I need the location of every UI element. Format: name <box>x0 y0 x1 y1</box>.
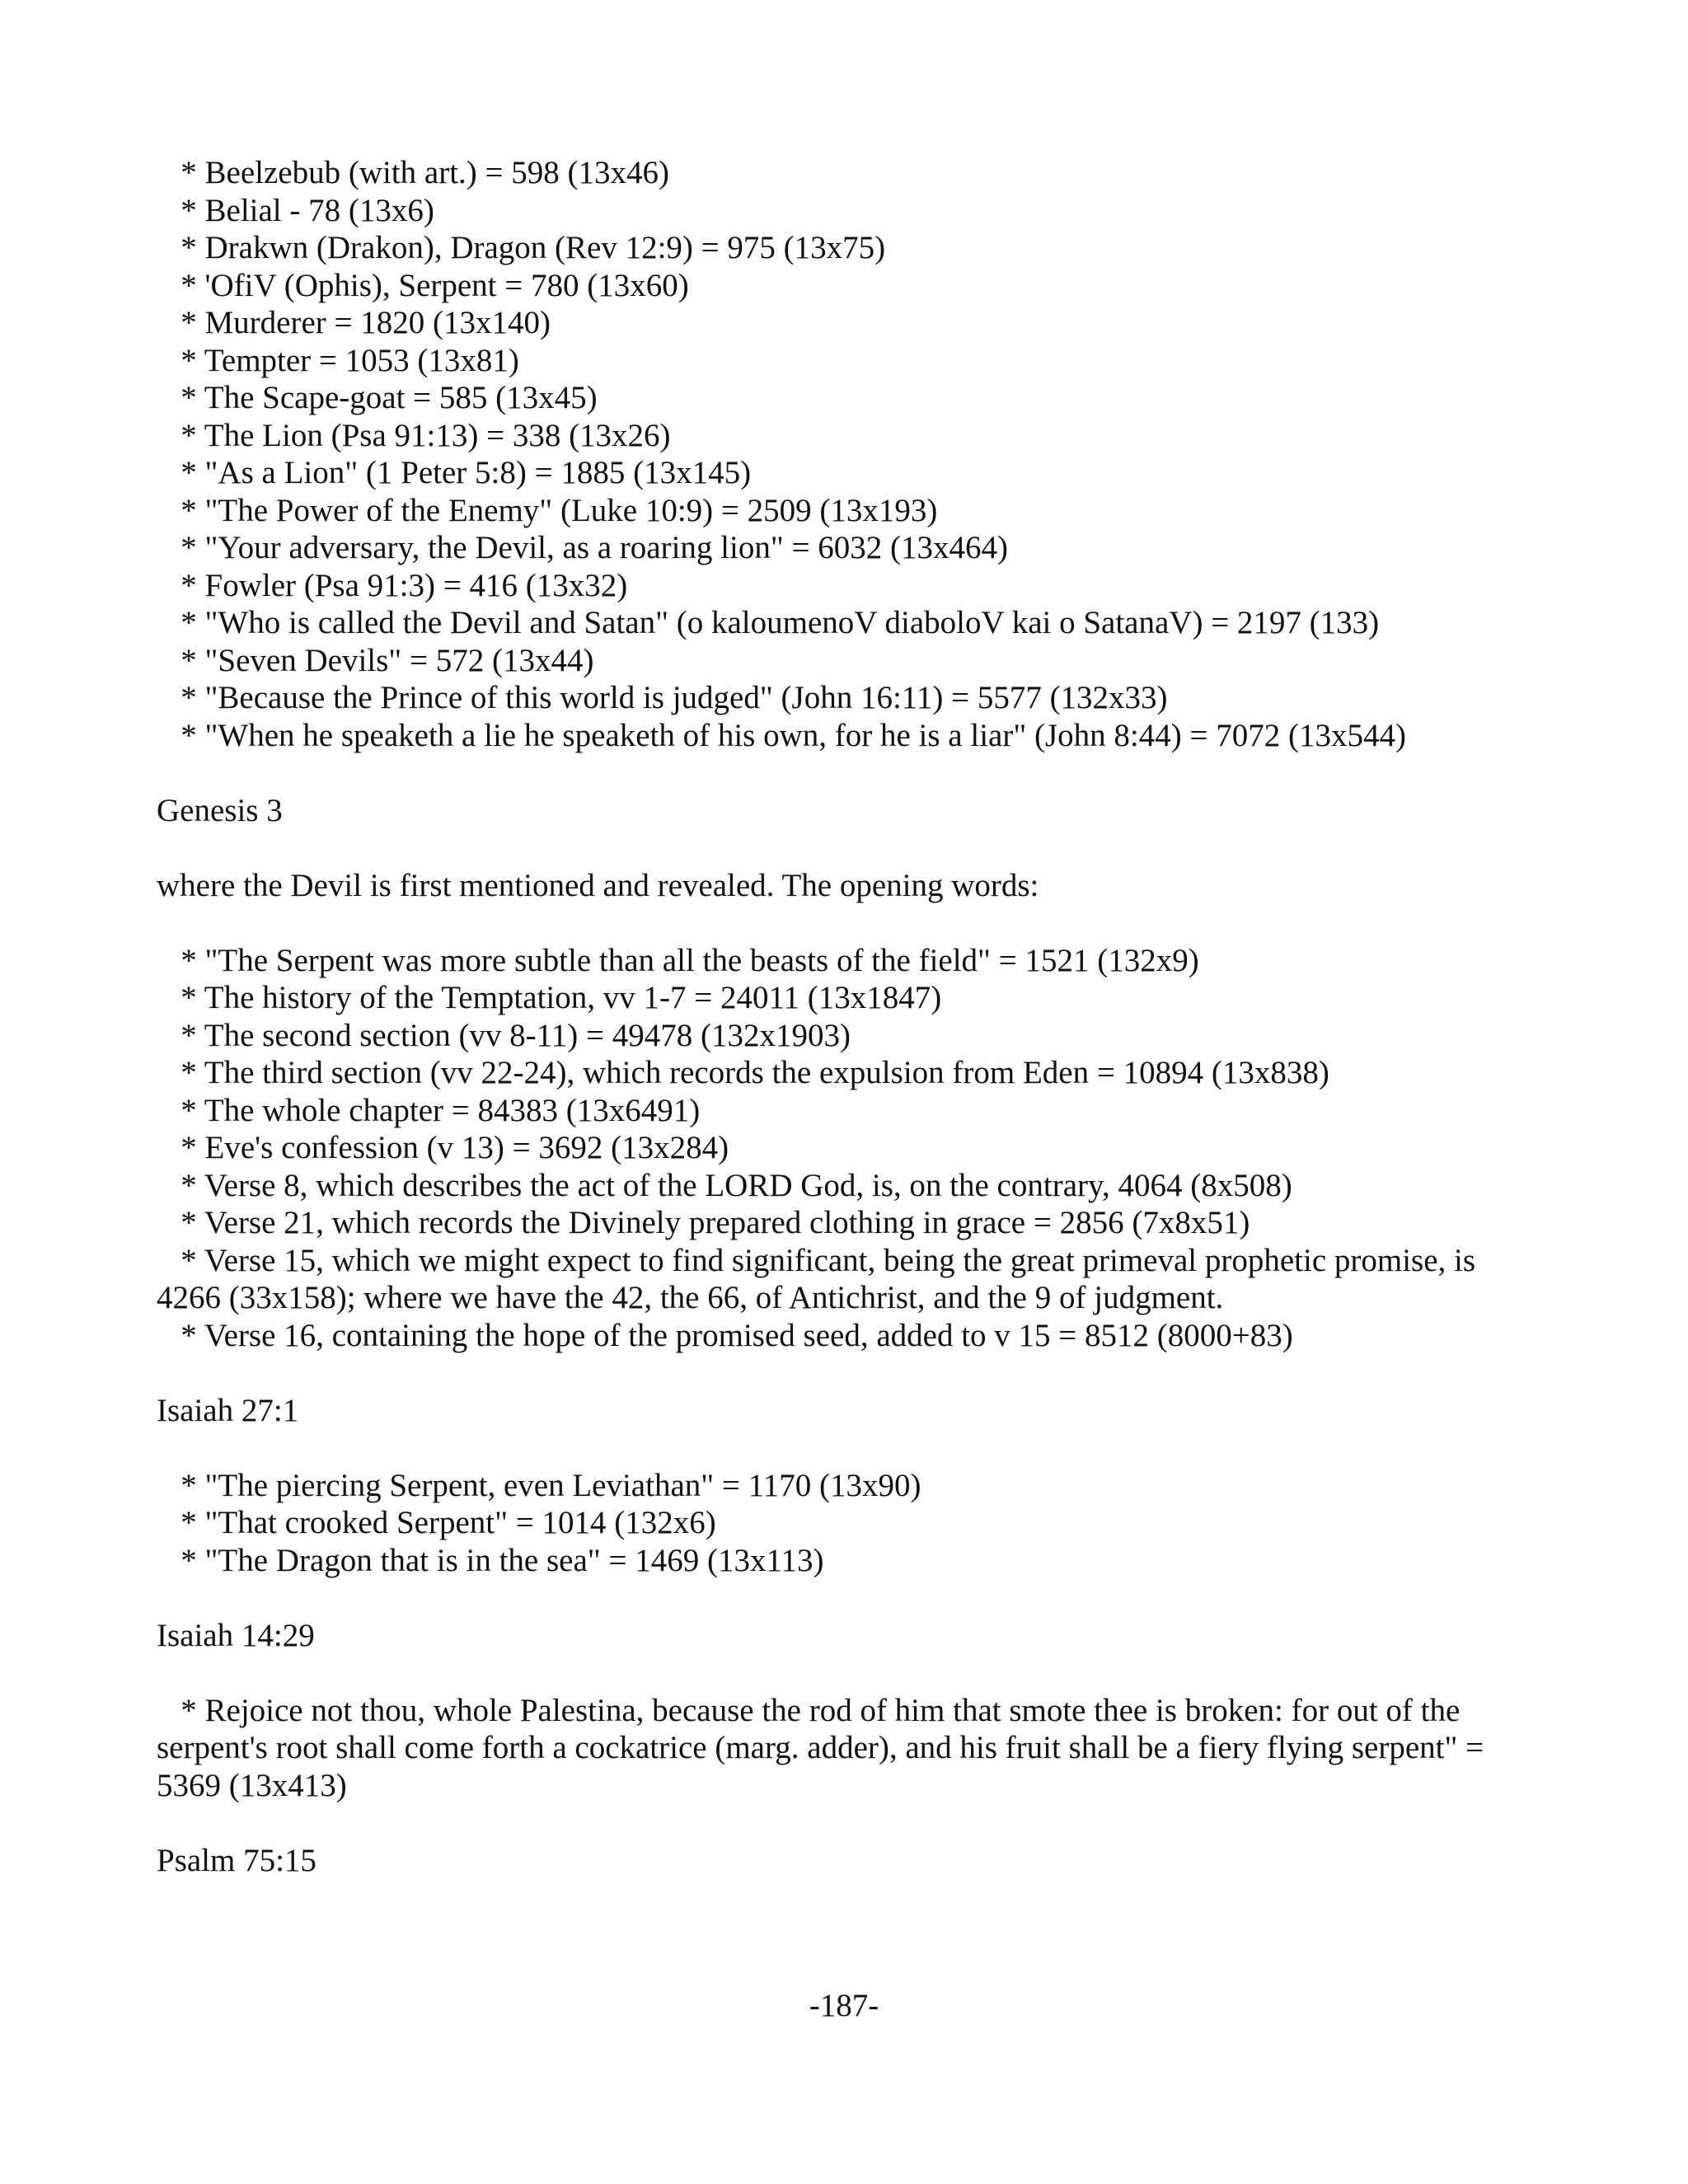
page-body <box>157 154 1541 1879</box>
list-item: * "Who is called the Devil and Satan" (o kaloumenoV diaboloV kai o SatanaV) = 2197 (133) <box>157 605 1380 640</box>
genesis-intro-paragraph: where the Devil is first mentioned and revealed. The opening words: <box>157 867 1039 903</box>
section-heading-psalm: Psalm 75:15 <box>157 1842 316 1878</box>
spacer <box>157 1429 1541 1467</box>
list-item: * "When he speaketh a lie he speaketh of his own, for he is a liar" (John 8:44) = 7072 (13x544) <box>157 717 1406 753</box>
list-item: * "The piercing Serpent, even Leviathan" = 1170 (13x90) <box>157 1467 921 1503</box>
list-item: * Drakwn (Drakon), Dragon (Rev 12:9) = 975 (13x75) <box>157 230 886 265</box>
page-number: -187- <box>809 1988 879 2023</box>
list-item: * "As a Lion" (1 Peter 5:8) = 1885 (13x145) <box>157 455 752 490</box>
spacer <box>157 1354 1541 1392</box>
list-item: * Verse 21, which records the Divinely prepared clothing in grace = 2856 (7x8x51) <box>157 1205 1250 1240</box>
names-list <box>157 154 1541 754</box>
list-item: * The third section (vv 22-24), which records the expulsion from Eden = 10894 (13x838) <box>157 1055 1329 1090</box>
list-item: * "Your adversary, the Devil, as a roaring lion" = 6032 (13x464) <box>157 530 1008 565</box>
list-item: * The Scape-goat = 585 (13x45) <box>157 380 598 415</box>
list-item: * The history of the Temptation, vv 1-7 = 24011 (13x1847) <box>157 980 942 1015</box>
spacer <box>157 904 1541 942</box>
isaiah-27-list <box>157 1467 1541 1580</box>
spacer <box>157 754 1541 792</box>
list-item: * Rejoice not thou, whole Palestina, because the rod of him that smote thee is broken: for out of the serpent's root shall come forth a cockatrice (marg. adder), and his fruit shall be a fiery flying serpent" = 5369 (13x413) <box>157 1692 1492 1803</box>
spacer <box>157 829 1541 867</box>
list-item: * The second section (vv 8-11) = 49478 (132x1903) <box>157 1017 851 1053</box>
list-item: * Belial - 78 (13x6) <box>157 192 434 228</box>
spacer <box>157 1654 1541 1692</box>
list-item: * "Seven Devils" = 572 (13x44) <box>157 642 594 678</box>
list-item: * Verse 8, which describes the act of the LORD God, is, on the contrary, 4064 (8x508) <box>157 1167 1292 1203</box>
section-heading-genesis: Genesis 3 <box>157 792 283 828</box>
list-item: * Verse 15, which we might expect to find significant, being the great primeval prophetic promise, is 4266 (33x158); where we have the 42, the 66, of Antichrist, and the 9 of judgment. <box>157 1242 1484 1315</box>
list-item: * "The Dragon that is in the sea" = 1469 (13x113) <box>157 1542 824 1578</box>
list-item: * The Lion (Psa 91:13) = 338 (13x26) <box>157 417 671 453</box>
list-item: * Fowler (Psa 91:3) = 416 (13x32) <box>157 567 628 603</box>
list-item: * "Because the Prince of this world is judged" (John 16:11) = 5577 (132x33) <box>157 680 1168 715</box>
list-item: * Eve's confession (v 13) = 3692 (13x284) <box>157 1130 729 1165</box>
list-item: * Tempter = 1053 (13x81) <box>157 342 519 378</box>
genesis-list <box>157 942 1541 1355</box>
list-item: * Verse 16, containing the hope of the promised seed, added to v 15 = 8512 (8000+83) <box>157 1317 1293 1353</box>
list-item: * "The Power of the Enemy" (Luke 10:9) = 2509 (13x193) <box>157 492 938 528</box>
section-heading-isaiah-27: Isaiah 27:1 <box>157 1392 299 1428</box>
list-item: * The whole chapter = 84383 (13x6491) <box>157 1092 701 1128</box>
spacer <box>157 1579 1541 1617</box>
section-heading-isaiah-14: Isaiah 14:29 <box>157 1617 315 1653</box>
list-item: * "The Serpent was more subtle than all the beasts of the field" = 1521 (132x9) <box>157 942 1199 978</box>
spacer <box>157 1804 1541 1842</box>
list-item: * "That crooked Serpent" = 1014 (132x6) <box>157 1505 716 1540</box>
list-item: * Murderer = 1820 (13x140) <box>157 305 551 340</box>
list-item: * Beelzebub (with art.) = 598 (13x46) <box>157 155 670 190</box>
list-item: * 'OfiV (Ophis), Serpent = 780 (13x60) <box>157 267 689 303</box>
